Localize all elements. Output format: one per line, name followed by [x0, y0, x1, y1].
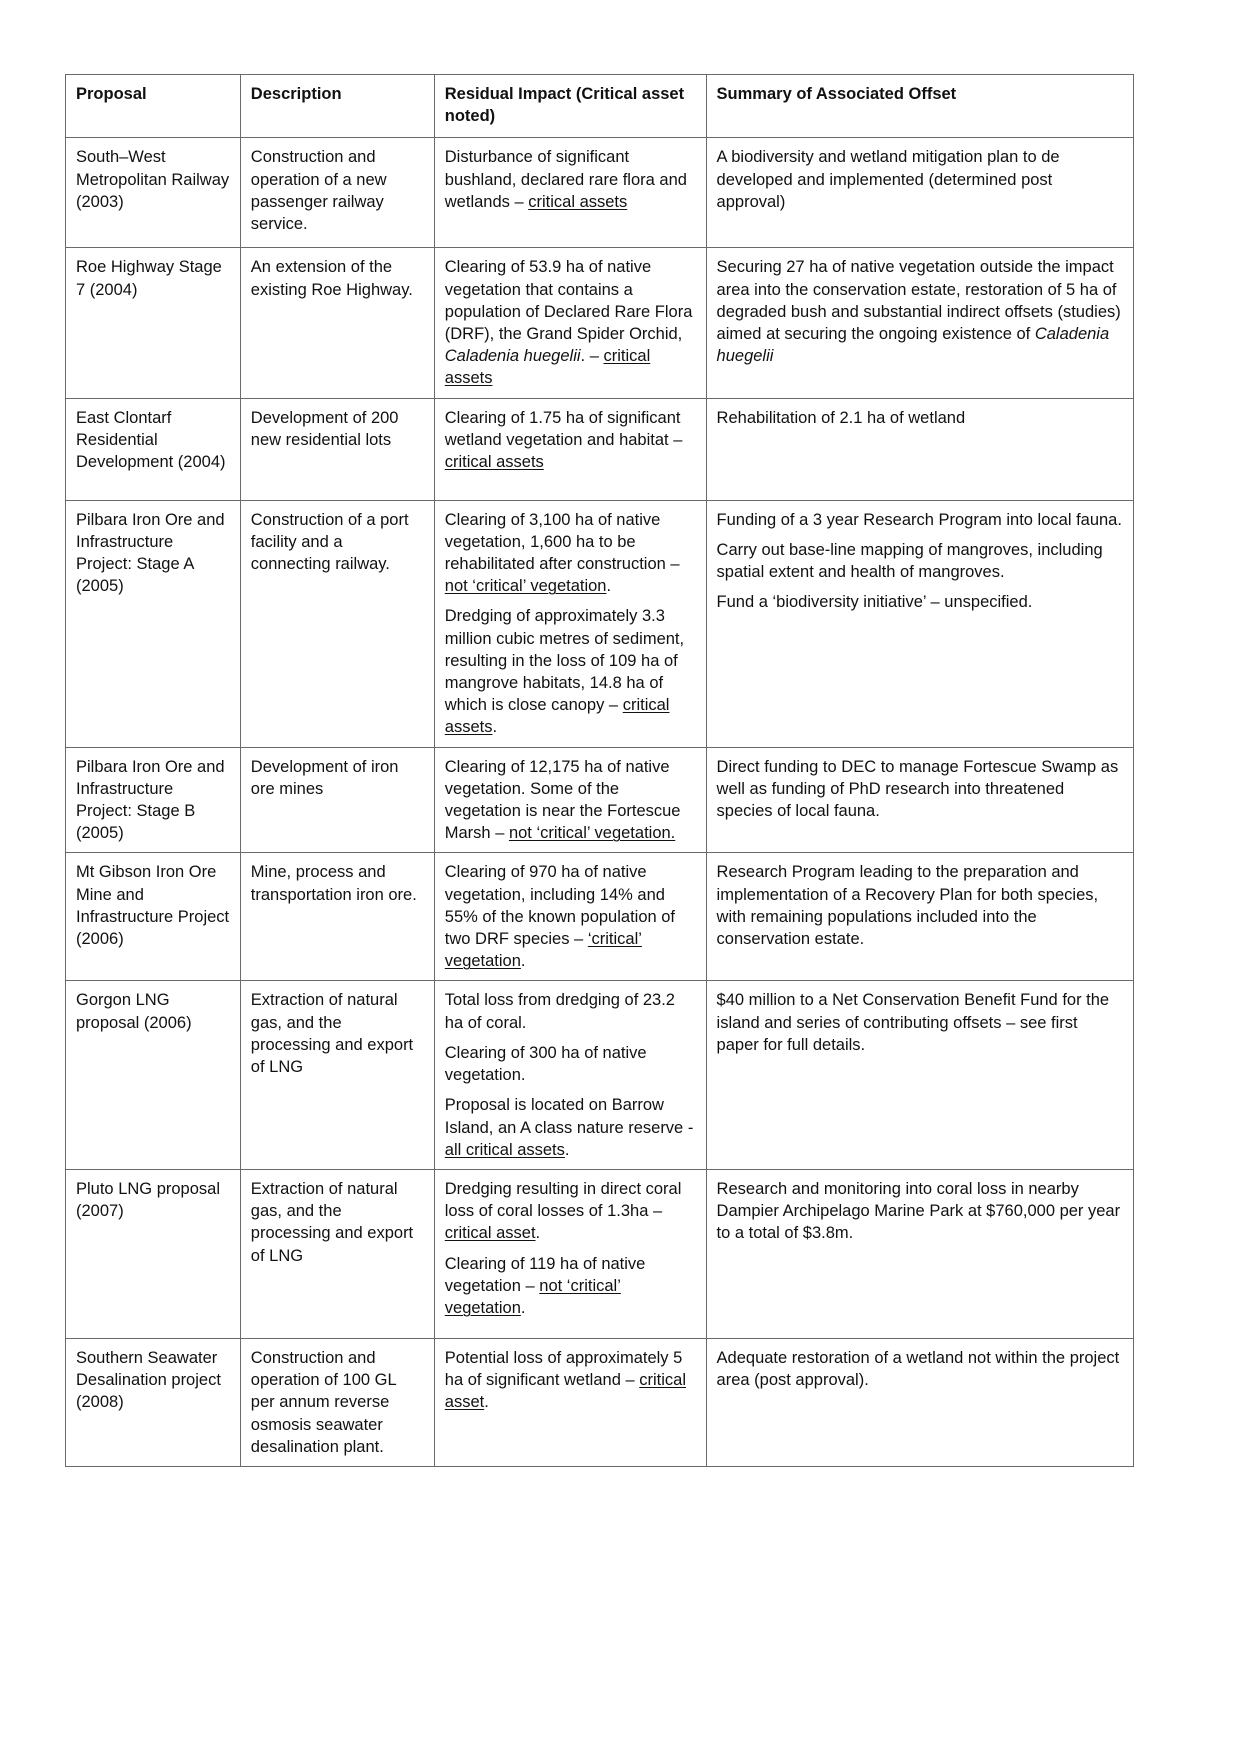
header-residual-impact: Residual Impact (Critical asset noted) [434, 75, 706, 138]
text-run: Clearing of 1.75 ha of significant wetland vegetation and habitat – [444, 408, 683, 449]
text-run: Clearing of 300 ha of native vegetation. [444, 1043, 647, 1085]
table-row [66, 398, 1134, 500]
header-description: Description [240, 75, 434, 138]
description-cell: Construction and operation of 100 GL per annum reverse osmosis seawater desalination plant. [240, 1338, 434, 1466]
text-run: Clearing of 970 ha of native vegetation, including 14% and 55% of the known population of two DRF species – [444, 863, 676, 949]
text-run: . [484, 1393, 489, 1412]
text-run: Clearing of 12,175 ha of native vegetation. Some of the vegetation is near the Fortescue Marsh – [444, 757, 681, 843]
impact-paragraph [445, 861, 696, 972]
header-row [66, 75, 1134, 138]
associated-offset-cell [706, 853, 1133, 981]
offset-paragraph [717, 539, 1123, 583]
residual-impact-cell [434, 500, 706, 747]
underlined-text: critical asset [444, 1224, 536, 1243]
text-run: Research and monitoring into coral loss in nearby Dampier Archipelago Marine Park at $760,000 per year to a total of $3.8m. [716, 1179, 1121, 1243]
description-cell: Construction and operation of a new passenger railway service. [240, 138, 434, 248]
impact-paragraph [445, 256, 696, 389]
proposal-cell: East Clontarf Residential Development (2004) [66, 398, 241, 500]
offset-paragraph [717, 256, 1123, 367]
text-run: . – [580, 347, 604, 366]
header-proposal: Proposal [66, 75, 241, 138]
associated-offset-cell [706, 138, 1133, 248]
description-cell: Extraction of natural gas, and the processing and export of LNG [240, 981, 434, 1169]
impact-paragraph [445, 1253, 696, 1320]
text-run: Fund a ‘biodiversity initiative’ – unspecified. [716, 593, 1033, 612]
text-run: . [520, 952, 526, 971]
table-row [66, 500, 1134, 747]
impact-paragraph [445, 605, 696, 738]
text-run: Clearing of 119 ha of native vegetation – [444, 1254, 646, 1295]
text-run: Carry out base-line mapping of mangroves, including spatial extent and health of mangroves. [716, 540, 1103, 582]
impact-paragraph [445, 1042, 696, 1086]
table-row [66, 1338, 1134, 1466]
description-cell: Construction of a port facility and a connecting railway. [240, 500, 434, 747]
description-cell: Mine, process and transportation iron ore. [240, 853, 434, 981]
text-run: Dredging resulting in direct coral loss of coral losses of 1.3ha – [444, 1179, 682, 1221]
table-row [66, 138, 1134, 248]
impact-paragraph [445, 509, 696, 598]
impact-paragraph [445, 756, 696, 845]
table-body [66, 138, 1134, 1467]
table-header [66, 75, 1134, 138]
text-run: Research Program leading to the preparation and implementation of a Recovery Plan for both species, with remaining populations included into the conservation estate. [716, 863, 1099, 949]
header-associated-offset: Summary of Associated Offset [706, 75, 1133, 138]
residual-impact-cell [434, 747, 706, 853]
text-run: . [492, 718, 498, 737]
underlined-text: ‘critical’ vegetation [444, 930, 642, 971]
associated-offset-cell [706, 1169, 1133, 1338]
text-run: Adequate restoration of a wetland not within the project area (post approval). [716, 1348, 1120, 1390]
underlined-text: not ‘critical’ vegetation [444, 577, 607, 596]
italic-species-name: Caladenia huegelii [716, 325, 1110, 366]
offsets-table [65, 74, 1134, 1467]
residual-impact-cell [434, 398, 706, 500]
proposal-cell: Pilbara Iron Ore and Infrastructure Project: Stage B (2005) [66, 747, 241, 853]
text-run: Funding of a 3 year Research Program into local fauna. [716, 510, 1122, 529]
underlined-text: not ‘critical’ vegetation. [508, 824, 676, 843]
table-row [66, 747, 1134, 853]
text-run: Dredging of approximately 3.3 million cubic metres of sediment, resulting in the loss of 109 ha of mangrove habitats, 14.8 ha of which is close canopy – [444, 607, 685, 715]
proposal-cell: Pluto LNG proposal (2007) [66, 1169, 241, 1338]
text-run: Clearing of 53.9 ha of native vegetation that contains a population of Declared Rare Flora (DRF), the Grand Spider Orchid, [444, 258, 693, 344]
text-run: Securing 27 ha of native vegetation outside the impact area into the conservation estate, restoration of 5 ha of degraded bush and substantial indirect offsets (studies) aimed at securing the ongoing existence of [716, 258, 1121, 344]
text-run: $40 million to a Net Conservation Benefit Fund for the island and series of contributing offsets – see first paper for full details. [716, 991, 1110, 1054]
residual-impact-cell [434, 1338, 706, 1466]
offset-paragraph [717, 1347, 1123, 1391]
impact-paragraph [445, 1178, 696, 1245]
description-cell: Extraction of natural gas, and the processing and export of LNG [240, 1169, 434, 1338]
table-row [66, 248, 1134, 398]
residual-impact-cell [434, 138, 706, 248]
underlined-text: all critical assets [444, 1140, 565, 1159]
underlined-text: critical assets [444, 696, 670, 737]
offset-paragraph [717, 407, 1123, 429]
residual-impact-cell [434, 248, 706, 398]
italic-species-name: Caladenia huegelii [444, 347, 581, 366]
text-run: Disturbance of significant bushland, declared rare flora and wetlands – [444, 148, 687, 211]
table-row [66, 853, 1134, 981]
offset-paragraph [717, 861, 1123, 950]
offset-paragraph [717, 146, 1123, 213]
offset-paragraph [717, 591, 1123, 613]
text-run: Direct funding to DEC to manage Fortescue Swamp as well as funding of PhD research into threatened species of local fauna. [716, 757, 1119, 821]
impact-paragraph [445, 1094, 696, 1161]
impact-paragraph [445, 1347, 696, 1414]
table-row [66, 1169, 1134, 1338]
description-cell: An extension of the existing Roe Highway. [240, 248, 434, 398]
offset-paragraph [717, 989, 1123, 1056]
impact-paragraph [445, 407, 696, 474]
text-run: Clearing of 3,100 ha of native vegetation, 1,600 ha to be rehabilitated after construction – [444, 510, 680, 574]
associated-offset-cell [706, 981, 1133, 1169]
text-run: Proposal is located on Barrow Island, an A class nature reserve - [444, 1096, 694, 1137]
proposal-cell: Southern Seawater Desalination project (2008) [66, 1338, 241, 1466]
proposal-cell: Roe Highway Stage 7 (2004) [66, 248, 241, 398]
associated-offset-cell [706, 248, 1133, 398]
description-cell: Development of iron ore mines [240, 747, 434, 853]
proposal-cell: South–West Metropolitan Railway (2003) [66, 138, 241, 248]
text-run: . [606, 577, 612, 596]
text-run: Potential loss of approximately 5 ha of significant wetland – [444, 1348, 683, 1390]
associated-offset-cell [706, 500, 1133, 747]
offset-paragraph [717, 509, 1123, 531]
description-cell: Development of 200 new residential lots [240, 398, 434, 500]
text-run: . [535, 1224, 541, 1243]
impact-paragraph [445, 989, 696, 1033]
underlined-text: critical asset [444, 1371, 686, 1412]
text-run: . [564, 1140, 570, 1159]
proposal-cell: Pilbara Iron Ore and Infrastructure Project: Stage A (2005) [66, 500, 241, 747]
offset-paragraph [717, 1178, 1123, 1245]
underlined-text: critical assets [444, 347, 651, 388]
residual-impact-cell [434, 853, 706, 981]
proposal-cell: Mt Gibson Iron Ore Mine and Infrastructure Project (2006) [66, 853, 241, 981]
text-run: Total loss from dredging of 23.2 ha of coral. [444, 991, 675, 1032]
text-run: . [520, 1298, 526, 1317]
impact-paragraph [445, 146, 696, 213]
residual-impact-cell [434, 981, 706, 1169]
underlined-text: not ‘critical’ vegetation [444, 1276, 621, 1317]
text-run: Rehabilitation of 2.1 ha of wetland [716, 408, 966, 427]
offset-paragraph [717, 756, 1123, 823]
associated-offset-cell [706, 398, 1133, 500]
residual-impact-cell [434, 1169, 706, 1338]
underlined-text: critical assets [528, 192, 628, 211]
associated-offset-cell [706, 1338, 1133, 1466]
table-row [66, 981, 1134, 1169]
underlined-text: critical assets [444, 453, 544, 472]
associated-offset-cell [706, 747, 1133, 853]
proposal-cell: Gorgon LNG proposal (2006) [66, 981, 241, 1169]
text-run: A biodiversity and wetland mitigation plan to de developed and implemented (determined post approval) [716, 148, 1060, 211]
